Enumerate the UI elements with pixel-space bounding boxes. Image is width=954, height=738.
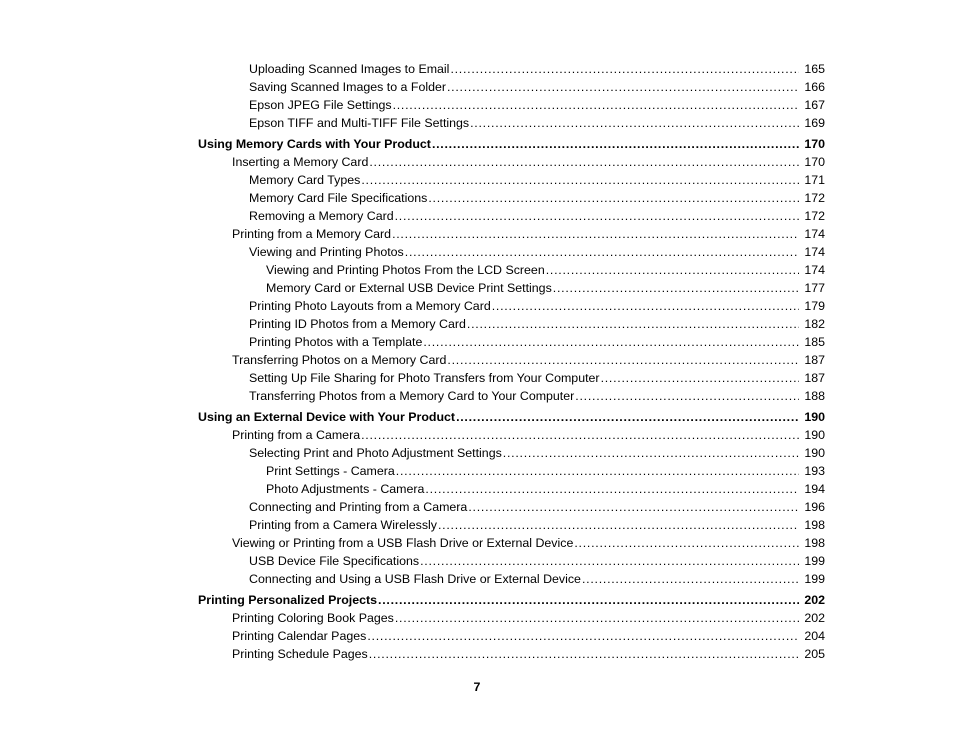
toc-entry-page-number[interactable]: 166 — [804, 80, 825, 94]
toc-entry-page-number[interactable]: 174 — [804, 227, 825, 241]
toc-entry-page-number[interactable]: 205 — [804, 647, 825, 661]
toc-entry-page-number[interactable]: 190 — [804, 428, 825, 442]
table-of-contents — [198, 60, 825, 663]
toc-entry-page-number[interactable]: 185 — [804, 335, 825, 349]
toc-entry[interactable] — [198, 114, 825, 132]
toc-entry[interactable] — [198, 645, 825, 663]
toc-entry-title[interactable]: Memory Card Types — [249, 173, 361, 187]
dot-leader — [447, 78, 799, 96]
toc-entry-title[interactable]: USB Device File Specifications — [249, 554, 420, 568]
dot-leader — [467, 315, 799, 333]
toc-entry-page-number[interactable]: 188 — [804, 389, 825, 403]
toc-entry-title[interactable]: Using an External Device with Your Product — [198, 410, 456, 424]
toc-entry[interactable] — [198, 552, 825, 570]
dot-leader — [361, 426, 799, 444]
toc-entry-title[interactable]: Printing Calendar Pages — [232, 629, 367, 643]
toc-entry[interactable] — [198, 333, 825, 351]
toc-entry-title[interactable]: Transferring Photos on a Memory Card — [232, 353, 447, 367]
toc-entry-title[interactable]: Setting Up File Sharing for Photo Transfers from Your Computer — [249, 371, 600, 385]
toc-entry-page-number[interactable]: 198 — [804, 518, 825, 532]
dot-leader — [378, 591, 799, 609]
toc-entry-title[interactable]: Epson TIFF and Multi-TIFF File Settings — [249, 116, 470, 130]
toc-entry-page-number[interactable]: 172 — [804, 209, 825, 223]
dot-leader — [503, 444, 800, 462]
toc-entry[interactable] — [198, 351, 825, 369]
toc-entry[interactable] — [198, 516, 825, 534]
toc-entry[interactable] — [198, 609, 825, 627]
toc-entry-title[interactable]: Printing from a Camera — [232, 428, 361, 442]
dot-leader — [428, 189, 799, 207]
toc-entry-title[interactable]: Epson JPEG File Settings — [249, 98, 392, 112]
dot-leader — [438, 516, 799, 534]
toc-entry-title[interactable]: Photo Adjustments - Camera — [266, 482, 425, 496]
toc-entry-page-number[interactable]: 171 — [804, 173, 825, 187]
toc-entry-page-number[interactable]: 187 — [804, 371, 825, 385]
toc-entry-page-number[interactable]: 199 — [804, 572, 825, 586]
dot-leader — [456, 408, 799, 426]
toc-entry[interactable] — [198, 297, 825, 315]
toc-section-entry[interactable] — [198, 408, 825, 426]
toc-entry-title[interactable]: Transferring Photos from a Memory Card to Your Computer — [249, 389, 575, 403]
dot-leader — [601, 369, 800, 387]
toc-entry[interactable] — [198, 315, 825, 333]
toc-entry[interactable] — [198, 60, 825, 78]
toc-entry[interactable] — [198, 171, 825, 189]
dot-leader — [367, 627, 799, 645]
toc-entry-page-number[interactable]: 198 — [804, 536, 825, 550]
toc-entry-page-number[interactable]: 179 — [804, 299, 825, 313]
toc-entry-page-number[interactable]: 199 — [804, 554, 825, 568]
toc-entry-title[interactable]: Saving Scanned Images to a Folder — [249, 80, 446, 94]
toc-entry-title[interactable]: Printing from a Memory Card — [232, 227, 392, 241]
dot-leader — [575, 387, 799, 405]
toc-entry-page-number[interactable]: 202 — [804, 611, 825, 625]
toc-entry-page-number[interactable]: 167 — [804, 98, 825, 112]
toc-entry-title[interactable]: Printing Photos with a Template — [249, 335, 423, 349]
dot-leader — [361, 171, 799, 189]
toc-entry-page-number[interactable]: 174 — [804, 263, 825, 277]
toc-entry-page-number[interactable]: 193 — [804, 464, 825, 478]
toc-entry-title[interactable]: Viewing or Printing from a USB Flash Drive or External Device — [232, 536, 574, 550]
dot-leader — [395, 207, 800, 225]
dot-leader — [432, 135, 799, 153]
dot-leader — [369, 645, 800, 663]
toc-entry-title[interactable]: Printing Photo Layouts from a Memory Card — [249, 299, 491, 313]
toc-entry-title[interactable]: Selecting Print and Photo Adjustment Settings — [249, 446, 502, 460]
toc-entry-title[interactable]: Uploading Scanned Images to Email — [249, 62, 450, 76]
toc-entry-title[interactable]: Print Settings - Camera — [266, 464, 395, 478]
toc-entry[interactable] — [198, 261, 825, 279]
toc-entry-title[interactable]: Connecting and Printing from a Camera — [249, 500, 468, 514]
toc-entry-page-number[interactable]: 177 — [804, 281, 825, 295]
dot-leader — [420, 552, 799, 570]
dot-leader — [396, 462, 800, 480]
toc-entry-page-number[interactable]: 204 — [804, 629, 825, 643]
dot-leader — [425, 480, 799, 498]
toc-entry[interactable] — [198, 480, 825, 498]
toc-entry[interactable] — [198, 243, 825, 261]
toc-entry-title[interactable]: Printing Schedule Pages — [232, 647, 368, 661]
toc-entry-page-number[interactable]: 190 — [804, 446, 825, 460]
toc-entry-title[interactable]: Inserting a Memory Card — [232, 155, 369, 169]
toc-entry-title[interactable]: Connecting and Using a USB Flash Drive or External Device — [249, 572, 581, 586]
toc-entry-page-number[interactable]: 174 — [804, 245, 825, 259]
toc-entry-title[interactable]: Memory Card or External USB Device Print Settings — [266, 281, 552, 295]
dot-leader — [492, 297, 800, 315]
page-number: 7 — [473, 680, 481, 694]
toc-entry[interactable] — [198, 78, 825, 96]
toc-entry[interactable] — [198, 534, 825, 552]
toc-entry-title[interactable]: Printing Personalized Projects — [198, 593, 378, 607]
toc-entry[interactable] — [198, 387, 825, 405]
toc-entry-title[interactable]: Removing a Memory Card — [249, 209, 394, 223]
toc-entry-page-number[interactable]: 190 — [804, 410, 825, 424]
toc-entry-page-number[interactable]: 165 — [804, 62, 825, 76]
toc-entry-title[interactable]: Printing from a Camera Wirelessly — [249, 518, 437, 532]
toc-section-entry[interactable] — [198, 591, 825, 609]
dot-leader — [447, 351, 799, 369]
dot-leader — [423, 333, 799, 351]
toc-entry-title[interactable]: Memory Card File Specifications — [249, 191, 428, 205]
dot-leader — [405, 243, 800, 261]
toc-entry[interactable] — [198, 279, 825, 297]
toc-entry-page-number[interactable]: 196 — [804, 500, 825, 514]
toc-entry[interactable] — [198, 369, 825, 387]
toc-entry[interactable] — [198, 207, 825, 225]
dot-leader — [392, 225, 799, 243]
toc-entry-page-number[interactable]: 172 — [804, 191, 825, 205]
toc-entry-page-number[interactable]: 182 — [804, 317, 825, 331]
dot-leader — [553, 279, 800, 297]
toc-entry[interactable] — [198, 444, 825, 462]
toc-section-entry[interactable] — [198, 135, 825, 153]
toc-entry-page-number[interactable]: 169 — [804, 116, 825, 130]
toc-entry-title[interactable]: Viewing and Printing Photos — [249, 245, 404, 259]
toc-entry-page-number[interactable]: 202 — [804, 593, 825, 607]
toc-entry-title[interactable]: Printing ID Photos from a Memory Card — [249, 317, 466, 331]
dot-leader — [468, 498, 799, 516]
toc-entry[interactable] — [198, 96, 825, 114]
dot-leader — [470, 114, 799, 132]
toc-entry-page-number[interactable]: 187 — [804, 353, 825, 367]
toc-entry-page-number[interactable]: 170 — [804, 155, 825, 169]
dot-leader — [369, 153, 799, 171]
dot-leader — [546, 261, 800, 279]
toc-entry[interactable] — [198, 426, 825, 444]
toc-entry[interactable] — [198, 570, 825, 588]
toc-entry-title[interactable]: Viewing and Printing Photos From the LCD Screen — [266, 263, 545, 277]
toc-entry-page-number[interactable]: 194 — [804, 482, 825, 496]
toc-entry-page-number[interactable]: 170 — [804, 137, 825, 151]
toc-entry-title[interactable]: Printing Coloring Book Pages — [232, 611, 394, 625]
toc-entry[interactable] — [198, 498, 825, 516]
dot-leader — [395, 609, 799, 627]
toc-entry[interactable] — [198, 189, 825, 207]
dot-leader — [574, 534, 799, 552]
toc-entry[interactable] — [198, 225, 825, 243]
dot-leader — [393, 96, 800, 114]
toc-entry[interactable] — [198, 462, 825, 480]
toc-entry[interactable] — [198, 153, 825, 171]
dot-leader — [582, 570, 799, 588]
toc-entry[interactable] — [198, 627, 825, 645]
toc-entry-title[interactable]: Using Memory Cards with Your Product — [198, 137, 431, 151]
dot-leader — [450, 60, 799, 78]
